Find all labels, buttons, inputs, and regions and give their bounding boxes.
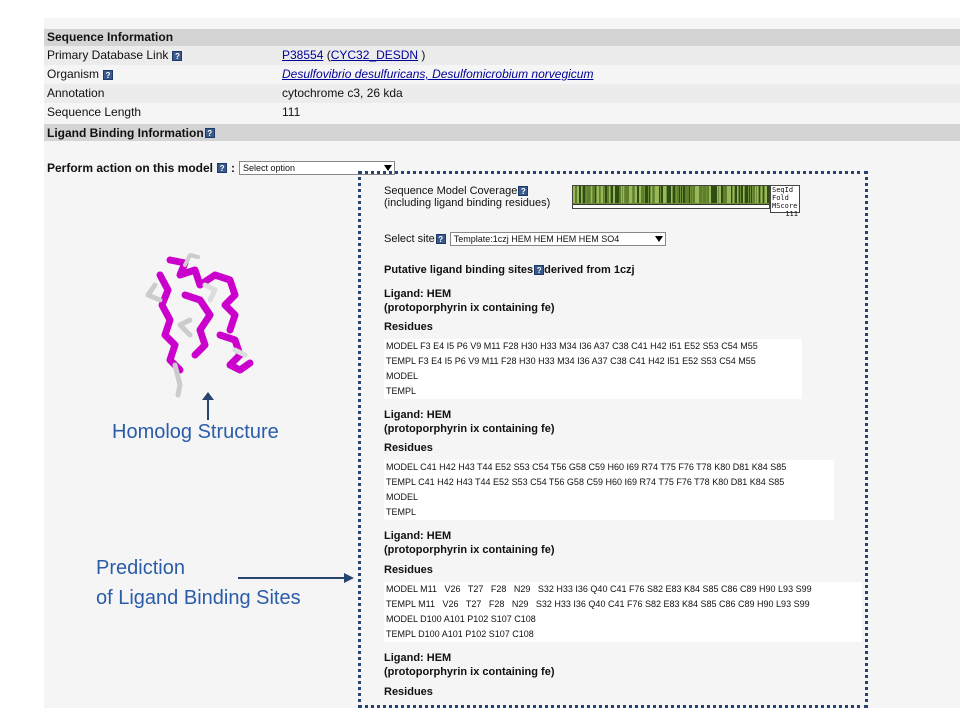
coverage-stripe	[755, 186, 756, 203]
coverage-stripe	[605, 186, 607, 203]
coverage-stripe	[677, 186, 679, 203]
annotation-row	[44, 84, 960, 103]
coverage-stripe	[725, 186, 727, 203]
coverage-stripe	[689, 186, 690, 203]
coverage-stripe	[719, 186, 721, 203]
up-arrow-icon	[198, 390, 218, 422]
coverage-stripe	[685, 186, 687, 203]
coverage-stripe	[623, 186, 624, 203]
coverage-stripe	[607, 186, 609, 203]
coverage-stripe	[751, 186, 752, 203]
help-icon[interactable]: ?	[205, 128, 215, 138]
coverage-stripe	[747, 186, 748, 203]
coverage-stripe	[593, 186, 595, 203]
coverage-stripe	[617, 186, 619, 203]
organism-label: Organism	[47, 67, 100, 81]
residues-table	[384, 582, 862, 642]
table-row: MODEL	[386, 371, 419, 381]
coverage-stripe	[679, 186, 680, 203]
sequence-length-value: 111	[282, 105, 301, 119]
coverage-stripe	[721, 186, 723, 203]
coverage-stripe	[637, 186, 639, 203]
coverage-stripe	[581, 186, 582, 203]
coverage-stripe	[591, 186, 592, 203]
organism-link[interactable]: Desulfovibrio desulfuricans, Desulfomicrobium norvegicum	[282, 67, 594, 81]
prediction-annotation-line2: of Ligand Binding Sites	[96, 587, 301, 609]
coverage-stripe	[673, 186, 675, 203]
coverage-stripe	[635, 186, 637, 203]
coverage-stripe	[731, 186, 732, 203]
coverage-stripe	[705, 186, 706, 203]
table-row: TEMPL F3 E4 I5 P6 V9 M11 F28 H30 H33 M34 I36 A37 C38 C41 H42 I51 E52 S53 C54 M55	[386, 356, 756, 366]
coverage-stripe	[579, 186, 581, 203]
perform-action-row: Perform action on this model ? : Select option	[47, 159, 395, 177]
coverage-stripe	[707, 186, 709, 203]
coverage-stripe	[711, 186, 713, 203]
coverage-stripe	[759, 186, 760, 203]
coverage-stripe	[573, 186, 575, 203]
residues-table	[384, 460, 834, 520]
coverage-stripe	[699, 186, 701, 203]
entry-name-link[interactable]: CYC32_DESDN	[330, 48, 419, 62]
coverage-stripe	[687, 186, 689, 203]
table-row: TEMPL C41 H42 H43 T44 E52 S53 C54 T56 G58 C59 H60 I69 R74 T75 F76 T78 K80 D81 K84 S85	[386, 477, 785, 487]
coverage-stripe	[749, 186, 750, 203]
coverage-stripes	[573, 186, 770, 203]
coverage-stripe	[621, 186, 622, 203]
coverage-stripe	[613, 186, 615, 203]
coverage-label: Sequence Model Coverage ? (including ligand binding residues)	[384, 185, 551, 209]
residues-table	[384, 339, 802, 399]
coverage-stripe	[701, 186, 702, 203]
table-row: TEMPL	[386, 386, 417, 396]
residues-label: Residues	[384, 686, 433, 698]
coverage-stripe	[763, 186, 764, 203]
sequence-length-row	[44, 103, 960, 122]
coverage-bar	[572, 185, 770, 209]
help-icon[interactable]: ?	[217, 163, 227, 173]
coverage-stripe	[633, 186, 634, 203]
primary-db-link-row: Primary Database Link ? P38554 (CYC32_DESDN )	[44, 46, 960, 65]
right-arrow-icon	[236, 570, 358, 586]
coverage-stripe	[609, 186, 610, 203]
coverage-stripe	[757, 186, 758, 203]
homolog-structure-annotation: Homolog Structure	[112, 421, 279, 443]
coverage-stripe	[615, 186, 617, 203]
primary-db-link-label: Primary Database Link	[47, 48, 169, 62]
coverage-stripe	[649, 186, 650, 203]
coverage-stripe	[717, 186, 718, 203]
coverage-stripe	[671, 186, 672, 203]
coverage-stripe	[723, 186, 725, 203]
help-icon[interactable]: ?	[436, 234, 446, 244]
coverage-stripe	[669, 186, 671, 203]
prediction-annotation-line1: Prediction	[96, 557, 185, 579]
coverage-stripe	[739, 186, 740, 203]
coverage-stripe	[693, 186, 695, 203]
coverage-stripe	[663, 186, 665, 203]
help-icon[interactable]: ?	[534, 265, 544, 275]
coverage-stripe	[703, 186, 705, 203]
coverage-stripe	[657, 186, 659, 203]
coverage-stripe	[585, 186, 586, 203]
residues-label: Residues	[384, 442, 433, 454]
coverage-stripe	[767, 186, 769, 203]
coverage-stripe	[743, 186, 744, 203]
coverage-stripe	[729, 186, 731, 203]
coverage-stripe	[715, 186, 717, 203]
coverage-stripe	[603, 186, 604, 203]
ligand-description: (protoporphyrin ix containing fe)	[384, 423, 555, 435]
annotation-label: Annotation	[47, 86, 105, 100]
coverage-stripe	[713, 186, 715, 203]
coverage-stripe	[629, 186, 631, 203]
coverage-stripe	[641, 186, 643, 203]
table-row: TEMPL D100 A101 P102 S107 C108	[386, 629, 534, 639]
chevron-down-icon	[655, 236, 663, 242]
select-site-dropdown[interactable]: Template:1czj HEM HEM HEM HEM SO4	[450, 232, 666, 246]
coverage-stripe	[639, 186, 641, 203]
help-icon[interactable]: ?	[518, 186, 528, 196]
table-row: MODEL C41 H42 H43 T44 E52 S53 C54 T56 G58 C59 H60 I69 R74 T75 F76 T78 K80 D81 K84 S85	[386, 462, 787, 472]
residues-label: Residues	[384, 321, 433, 333]
ligand-title: Ligand: HEM	[384, 409, 452, 421]
annotation-value: cytochrome c3, 26 kda	[282, 86, 403, 100]
coverage-stripe	[625, 186, 627, 203]
table-row: MODEL D100 A101 P102 S107 C108	[386, 614, 536, 624]
coverage-stripe	[765, 186, 767, 203]
sequence-info-header: Sequence Information	[44, 29, 960, 46]
ligand-description: (protoporphyrin ix containing fe)	[384, 302, 555, 314]
coverage-stripe	[727, 186, 729, 203]
coverage-stripe	[627, 186, 629, 203]
select-site-row: Select site ? Template:1czj HEM HEM HEM HEM SO4	[384, 232, 666, 246]
ligand-title: Ligand: HEM	[384, 530, 452, 542]
uniprot-link[interactable]: P38554	[282, 48, 324, 62]
coverage-stripe	[737, 186, 738, 203]
coverage-stripe	[741, 186, 743, 203]
coverage-stripe	[611, 186, 613, 203]
coverage-stripe	[653, 186, 654, 203]
coverage-stripe	[665, 186, 666, 203]
coverage-stripe	[697, 186, 699, 203]
help-icon[interactable]: ?	[103, 70, 113, 80]
ligand-binding-header: Ligand Binding Information ?	[44, 124, 960, 141]
sequence-length-label: Sequence Length	[47, 105, 142, 119]
coverage-stripe	[661, 186, 663, 203]
coverage-stripe	[691, 186, 692, 203]
coverage-stripe	[577, 186, 579, 203]
coverage-stripe	[733, 186, 734, 203]
coverage-stripe	[575, 186, 577, 203]
putative-sites-heading: Putative ligand binding sites ? derived from 1czj	[384, 264, 635, 276]
coverage-stripe	[683, 186, 685, 203]
coverage-stripe	[647, 186, 648, 203]
coverage-stripe	[655, 186, 657, 203]
coverage-stripe	[651, 186, 652, 203]
coverage-stripe	[589, 186, 590, 203]
help-icon[interactable]: ?	[172, 51, 182, 61]
coverage-stripe	[597, 186, 599, 203]
coverage-stripe	[735, 186, 737, 203]
coverage-stripe	[645, 186, 647, 203]
coverage-stripe	[599, 186, 600, 203]
coverage-stripe	[631, 186, 632, 203]
coverage-stripe	[753, 186, 755, 203]
coverage-stripe	[659, 186, 660, 203]
homolog-structure-image	[140, 245, 260, 405]
table-row: MODEL	[386, 492, 419, 502]
coverage-stripe	[667, 186, 669, 203]
coverage-stripe	[619, 186, 621, 203]
coverage-stripe	[675, 186, 676, 203]
ligand-description: (protoporphyrin ix containing fe)	[384, 666, 555, 678]
table-row: TEMPL M11 V26 T27 F28 N29 S32 H33 I36 Q40 C41 F76 S82 E83 K84 S85 C86 C89 H90 L93 S99	[386, 599, 810, 609]
table-row: MODEL M11 V26 T27 F28 N29 S32 H33 I36 Q40 C41 F76 S82 E83 K84 S85 C86 C89 H90 L93 S99	[386, 584, 812, 594]
ligand-title: Ligand: HEM	[384, 652, 452, 664]
coverage-stripe	[595, 186, 596, 203]
coverage-stripe	[709, 186, 711, 203]
coverage-stripe	[745, 186, 747, 203]
table-row: TEMPL	[386, 507, 417, 517]
coverage-stripe	[681, 186, 682, 203]
coverage-stripe	[601, 186, 603, 203]
coverage-stripe	[695, 186, 697, 203]
ligand-description: (protoporphyrin ix containing fe)	[384, 544, 555, 556]
seqid-box: SeqId Fold MScore 111	[772, 186, 798, 218]
table-row: MODEL F3 E4 I5 P6 V9 M11 F28 H30 H33 M34 I36 A37 C38 C41 H42 I51 E52 S53 C54 M55	[386, 341, 758, 351]
perform-action-label: Perform action on this model	[47, 161, 214, 175]
coverage-stripe	[583, 186, 585, 203]
coverage-stripe	[761, 186, 762, 203]
residues-label: Residues	[384, 564, 433, 576]
coverage-stripe	[643, 186, 644, 203]
organism-row	[44, 65, 960, 84]
ligand-title: Ligand: HEM	[384, 288, 452, 300]
coverage-stripe	[587, 186, 589, 203]
action-select[interactable]: Select option	[239, 161, 395, 175]
